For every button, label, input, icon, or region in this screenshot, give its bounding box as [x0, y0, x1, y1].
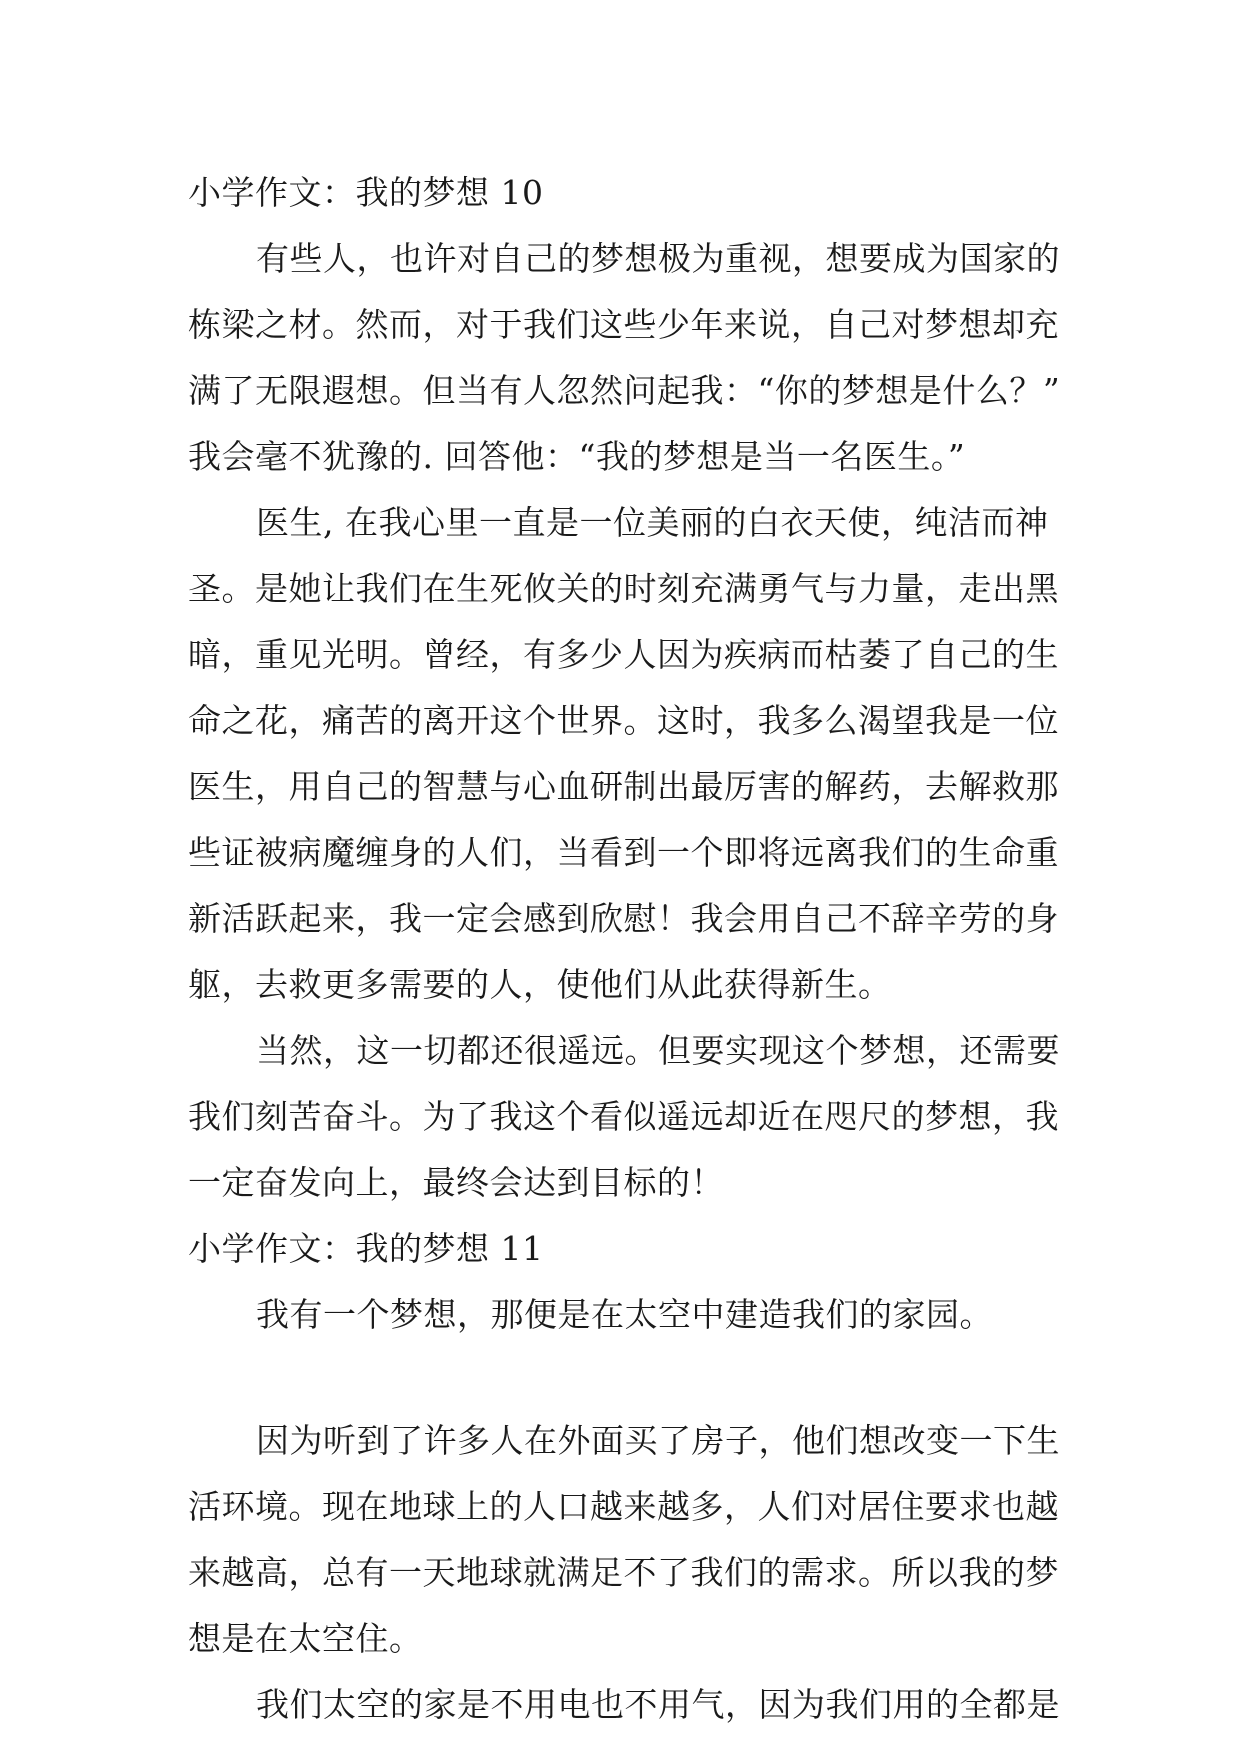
text-line: 有些人，也许对自己的梦想极为重视，想要成为国家的 — [256, 239, 1060, 278]
text-line: 因为听到了许多人在外面买了房子，他们想改变一下生 — [256, 1421, 1060, 1460]
paragraph — [188, 1408, 1058, 1672]
text-line: 当然，这一切都还很遥远。但要实现这个梦想，还需要 — [256, 1031, 1060, 1070]
paragraph — [188, 1018, 1058, 1216]
essay-title: 小学作文：我的梦想 11 — [188, 1229, 544, 1268]
text-line: 来越高，总有一天地球就满足不了我们的需求。所以我的梦 — [188, 1553, 1059, 1592]
text-line: 圣。是她让我们在生死攸关的时刻充满勇气与力量，走出黑 — [188, 569, 1059, 608]
text-line: 一定奋发向上，最终会达到目标的！ — [188, 1163, 724, 1202]
text-line: 医生, 在我心里一直是一位美丽的白衣天使，纯洁而神 — [256, 503, 1049, 542]
text-line: 暗，重见光明。曾经，有多少人因为疾病而枯萎了自己的生 — [188, 635, 1059, 674]
blank-line — [188, 1348, 1058, 1408]
text-line: 我们刻苦奋斗。为了我这个看似遥远却近在咫尺的梦想，我 — [188, 1097, 1059, 1136]
text-line: 我们太空的家是不用电也不用气，因为我们用的全都是 — [256, 1685, 1060, 1724]
text-line: 命之花，痛苦的离开这个世界。这时，我多么渴望我是一位 — [188, 701, 1059, 740]
text-line: 栋梁之材。然而，对于我们这些少年来说，自己对梦想却充 — [188, 305, 1059, 344]
text-line: 医生，用自己的智慧与心血研制出最厉害的解药，去解救那 — [188, 767, 1059, 806]
text-line: 新活跃起来，我一定会感到欣慰！我会用自己不辞辛劳的身 — [188, 899, 1059, 938]
essay-title: 小学作文：我的梦想 10 — [188, 173, 544, 212]
text-line: 我有一个梦想，那便是在太空中建造我们的家园。 — [256, 1295, 993, 1334]
text-line: 我会毫不犹豫的. 回答他：“我的梦想是当一名医生。” — [188, 437, 966, 476]
text-line: 活环境。现在地球上的人口越来越多，人们对居住要求也越 — [188, 1487, 1059, 1526]
paragraph — [188, 1672, 1058, 1738]
text-line: 满了无限遐想。但当有人忽然问起我：“你的梦想是什么？” — [188, 371, 1061, 410]
text-line: 想是在太空住。 — [188, 1619, 423, 1658]
text-line: 躯，去救更多需要的人，使他们从此获得新生。 — [188, 965, 892, 1004]
paragraph — [188, 226, 1061, 490]
text-line: 些证被病魔缠身的人们，当看到一个即将远离我们的生命重 — [188, 833, 1059, 872]
paragraph — [188, 490, 1058, 1018]
paragraph — [188, 1282, 1058, 1348]
essay-content — [188, 160, 1061, 1738]
